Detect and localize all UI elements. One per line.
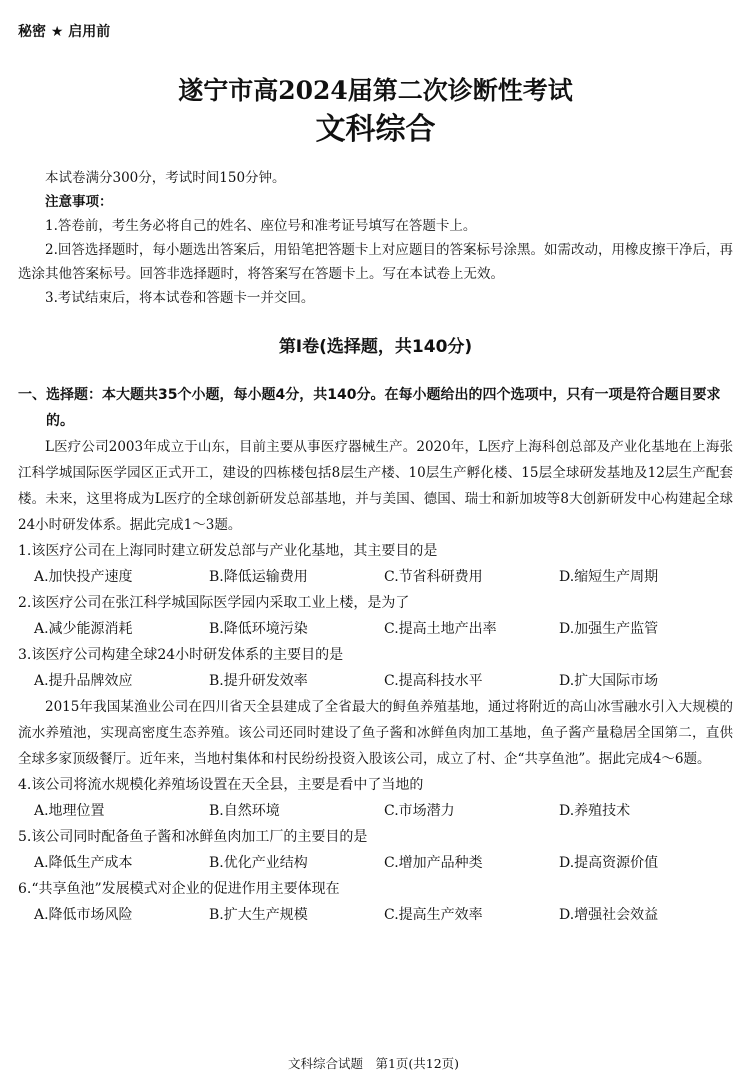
option: B.降低环境污染 [209, 621, 308, 637]
question-options [18, 616, 733, 642]
option: D.增强社会效益 [559, 907, 659, 923]
option: B.扩大生产规模 [209, 907, 308, 923]
question-options [18, 564, 733, 590]
instructions [18, 166, 733, 310]
section-heading: 一、选择题：本大题共35个小题，每小题4分，共140分。在每小题给出的四个选项中，只有一项是符合题目要求的。 [18, 387, 721, 429]
option: A.减少能源消耗 [34, 621, 133, 637]
score-info: 本试卷满分300分，考试时间150分钟。 [45, 170, 286, 186]
question-options [18, 668, 733, 694]
note-item: 3.考试结束后，将本试卷和答题卡一并交回。 [45, 290, 315, 306]
option: D.加强生产监管 [559, 621, 659, 637]
option: B.降低运输费用 [209, 569, 308, 585]
option: A.地理位置 [34, 803, 105, 819]
question-stem: 5.该公司同时配备鱼子酱和冰鲜鱼肉加工厂的主要目的是 [18, 829, 368, 845]
option: A.加快投产速度 [34, 569, 133, 585]
option: C.提高科技水平 [384, 673, 483, 689]
question-stem: 3.该医疗公司构建全球24小时研发体系的主要目的是 [18, 647, 344, 663]
question-stem: 4.该公司将流水规模化养殖场设置在天全县，主要是看中了当地的 [18, 777, 424, 793]
option: A.降低市场风险 [34, 907, 133, 923]
page-footer: 文科综合试题 第1页(共12页) [287, 1056, 460, 1071]
reading-material: L医疗公司2003年成立于山东，目前主要从事医疗器械生产。2020年，L医疗上海科创总部及产业化基地在上海张江科学城国际医学园区正式开工，建设的四栋楼包括8层生产楼、10层生产孵化楼、15层全球研发基地及12层生产配套楼。未来，这里将成为L医疗的全球创新研发总部基地，并与美国、德国、瑞士和新加坡等8大创新研发中心构建起全球24小时研发体系。据此完成1～3题。 [18, 439, 733, 533]
option: B.自然环境 [209, 803, 280, 819]
option: D.养殖技术 [559, 803, 631, 819]
question-stem: 2.该医疗公司在张江科学城国际医学园内采取工业上楼，是为了 [18, 595, 410, 611]
option: D.提高资源价值 [559, 855, 659, 871]
secret-label: 秘密 ★ 启用前 [18, 24, 111, 40]
option: A.提升品牌效应 [34, 673, 133, 689]
question-stem: 6.“共享鱼池”发展模式对企业的促进作用主要体现在 [18, 881, 340, 897]
option: D.缩短生产周期 [559, 569, 659, 585]
option: A.降低生产成本 [34, 855, 133, 871]
question-options [18, 902, 733, 928]
exam-title: 遂宁市高2024届第二次诊断性考试 [178, 76, 573, 105]
option: C.节省科研费用 [384, 569, 483, 585]
notes-title: 注意事项： [45, 194, 113, 210]
reading-material: 2015年我国某渔业公司在四川省天全县建成了全省最大的鲟鱼养殖基地，通过将附近的高山冰雪融水引入大规模的流水养殖池，实现高密度生态养殖。该公司还同时建设了鱼子酱和冰鲜鱼肉加工基地，鱼子酱产量稳居全国第二，直供全球多家顶级餐厅。近年来，当地村集体和村民纷纷投资入股该公司，成立了村、企“共享鱼池”。据此完成4～6题。 [18, 699, 733, 767]
option: C.提高生产效率 [384, 907, 483, 923]
option: C.市场潜力 [384, 803, 455, 819]
question-options [18, 850, 733, 876]
note-item: 1.答卷前，考生务必将自己的姓名、座位号和准考证号填写在答题卡上。 [45, 218, 477, 234]
option: D.扩大国际市场 [559, 673, 659, 689]
part-title: 第Ⅰ卷(选择题，共140分) [278, 337, 473, 357]
option: C.提高土地产出率 [384, 621, 497, 637]
option: C.增加产品种类 [384, 855, 483, 871]
question-options [18, 798, 733, 824]
question-stem: 1.该医疗公司在上海同时建立研发总部与产业化基地，其主要目的是 [18, 543, 438, 559]
option: B.优化产业结构 [209, 855, 308, 871]
option: B.提升研发效率 [209, 673, 308, 689]
note-item: 2.回答选择题时，每小题选出答案后，用铅笔把答题卡上对应题目的答案标号涂黑。如需改动，用橡皮擦干净后，再选涂其他答案标号。回答非选择题时，将答案写在答题卡上。写在本试卷上无效。 [18, 242, 733, 282]
exam-subject: 文科综合 [315, 112, 436, 147]
